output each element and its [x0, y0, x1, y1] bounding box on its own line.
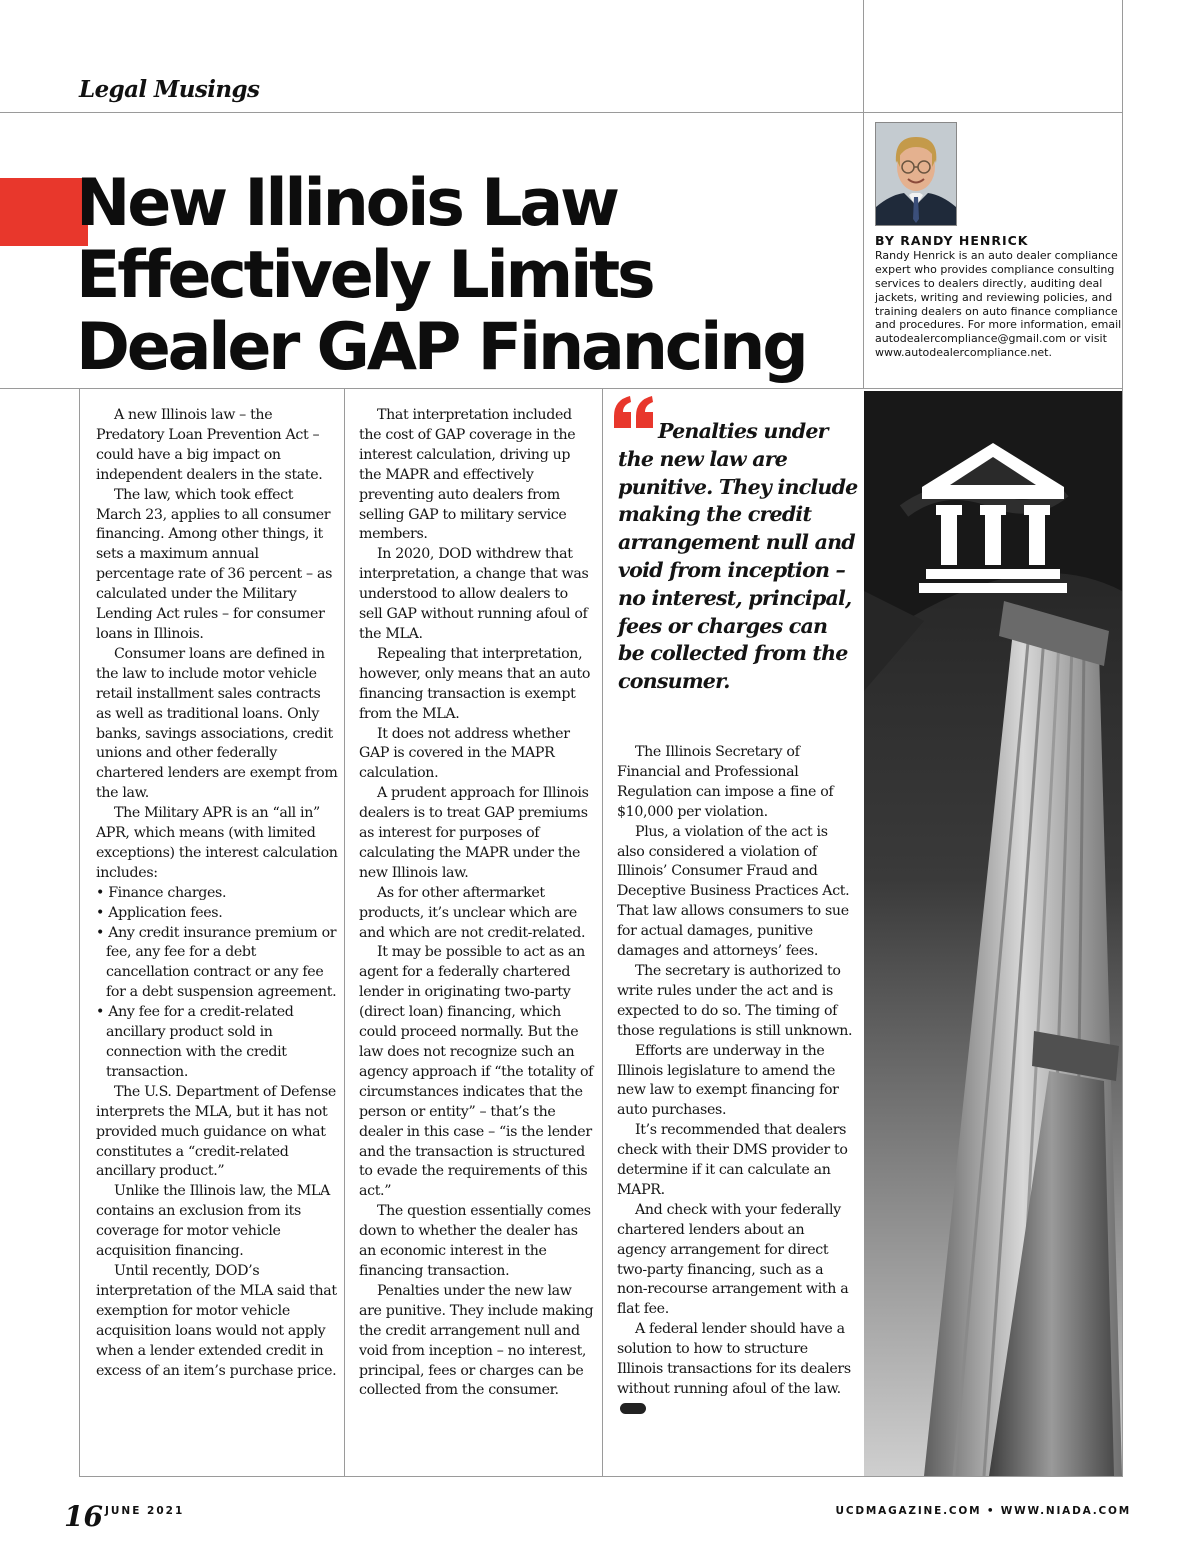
author-photo: [875, 122, 957, 226]
bullet-item: • Finance charges.: [96, 884, 339, 904]
paragraph: Plus, a violation of the act is also considered a violation of Illinois’ Consumer Fraud and Deceptive Business Practices Act. That law allows consumers to sue for actual damages, punitive damages and attorneys’ fees.: [617, 823, 850, 960]
header-rule: [0, 112, 1123, 113]
pull-quote: [618, 418, 858, 696]
accent-bar: [0, 178, 88, 246]
author-byline: [875, 234, 1125, 360]
bullet-item: • Application fees.: [96, 904, 339, 924]
section-title: Legal Musings: [79, 76, 260, 103]
issue-date: JUNE 2021: [105, 1505, 185, 1517]
paragraph: The Military APR is an “all in” APR, which means (with limited exceptions) the interest calculation includes:: [96, 805, 338, 881]
headline-line-1: New Illinois Law: [76, 166, 617, 241]
paragraph: [617, 1320, 857, 1420]
headline-line-2: Effectively Limits: [76, 238, 653, 313]
author-bio: Randy Henrick is an auto dealer compliance expert who provides compliance consulting services to dealers directly, auditing deal jackets, writing and reviewing policies, and training dealers on auto finance compliance and procedures. For more information, email autodealercompliance@gmail.com or visit www.autodealercompliance.net.: [875, 248, 1122, 360]
headline-line-3: Dealer GAP Financing: [76, 310, 806, 385]
article-column-2: [359, 406, 595, 1401]
article-column-3: [617, 743, 857, 1420]
paragraph: Unlike the Illinois law, the MLA contains an exclusion from its coverage for motor vehicle acquisition financing.: [96, 1183, 330, 1260]
paragraph: And check with your federally chartered lenders about an agency arrangement for direct two-party financing, such as a non-recourse arrangement with a flat fee.: [617, 1201, 849, 1318]
bullet-item: • Any credit insurance premium or fee, any fee for a debt cancellation contract or any fee for a debt suspension agreement.: [96, 924, 339, 1004]
paragraph: The Illinois Secretary of Financial and Professional Regulation can impose a fine of $10,000 per violation.: [617, 744, 834, 820]
paragraph: A prudent approach for Illinois dealers is to treat GAP premiums as interest for purposes of calculating the MAPR under the new Illinois law.: [359, 785, 589, 881]
paragraph: Efforts are underway in the Illinois legislature to amend the new law to exempt financing for auto purchases.: [617, 1042, 839, 1119]
paragraph: Repealing that interpretation, however, only means that an auto financing transaction is exempt from the MLA.: [359, 645, 591, 722]
column-rule-2: [344, 389, 345, 1476]
paragraph: The secretary is authorized to write rules under the act and is expected to do so. The timing of those regulations is still unknown.: [617, 962, 853, 1039]
pull-quote-text: Penalties under the new law are punitive. They include making the credit arrangement null and void from inception – no interest, principal, fees or charges can be collected from the consumer.: [618, 419, 858, 694]
column-rule-3: [602, 389, 603, 1476]
paragraph: In 2020, DOD withdrew that interpretation, a change that was understood to allow dealers to sell GAP without running afoul of the MLA.: [359, 546, 589, 642]
paragraph: As for other aftermarket products, it’s unclear which are and which are not credit-related.: [359, 884, 586, 941]
paragraph: Until recently, DOD’s interpretation of the MLA said that exemption for motor vehicle acquisition loans would not apply when a lender extended credit in excess of an item’s purchase price.: [96, 1262, 337, 1379]
article-column-1: [96, 406, 339, 1381]
page-number: 16: [64, 1500, 103, 1533]
paragraph: That interpretation included the cost of GAP coverage in the interest calculation, driving up the MAPR and effectively preventing auto dealers from selling GAP to military service members.: [359, 407, 576, 543]
paragraph: It’s recommended that dealers check with their DMS provider to determine if it can calculate an MAPR.: [617, 1122, 848, 1198]
headline: [76, 168, 866, 384]
paragraph: It may be possible to act as an agent for a federally chartered lender in originating two-party (direct loan) financing, which could proceed normally. But the law does not recognize such an agency approach if “the totality of circumstances indicates that the person or entity” – that’s the dealer in this case – “is the lender and the transaction is structured to evade the requirements of this act.”: [359, 944, 594, 1200]
bullet-item: • Any fee for a credit-related ancillary product sold in connection with the credit transaction.: [96, 1003, 339, 1083]
headline-bottom-rule: [0, 388, 1123, 389]
footer-websites: UCDMAGAZINE.COM • WWW.NIADA.COM: [835, 1505, 1131, 1517]
byline-name: BY RANDY HENRICK: [875, 233, 1029, 248]
end-mark-icon: [620, 1403, 646, 1414]
paragraph: Penalties under the new law are punitive. They include making the credit arrangement null and void from inception – no interest, principal, fees or charges can be collected from the consumer.: [359, 1282, 594, 1399]
footer-rule: [79, 1476, 1123, 1477]
paragraph: The question essentially comes down to whether the dealer has an economic interest in the financing transaction.: [359, 1203, 591, 1279]
paragraph: The law, which took effect March 23, applies to all consumer financing. Among other things, it sets a maximum annual percentage rate of 36 percent – as calculated under the Military Lending Act rules – for consumer loans in Illinois.: [96, 486, 332, 642]
paragraph-text: A federal lender should have a solution to how to structure Illinois transactions for its dealers without running afoul of the law.: [617, 1321, 851, 1397]
bullet-list: [96, 884, 339, 1083]
columns-photo: [864, 391, 1122, 1476]
paragraph: A new Illinois law – the Predatory Loan Prevention Act – could have a big impact on independent dealers in the state.: [96, 407, 323, 483]
paragraph: It does not address whether GAP is covered in the MAPR calculation.: [359, 725, 570, 782]
column-rule-1: [79, 389, 80, 1476]
paragraph: The U.S. Department of Defense interprets the MLA, but it has not provided much guidance on what constitutes a “credit-related ancillary product.”: [96, 1083, 336, 1180]
paragraph: Consumer loans are defined in the law to include motor vehicle retail installment sales contracts as well as traditional loans. Only banks, savings associations, credit unions and other federally chartered lenders are exempt from the law.: [96, 645, 338, 802]
top-right-divider: [863, 0, 864, 112]
right-margin-rule: [1122, 0, 1123, 1476]
